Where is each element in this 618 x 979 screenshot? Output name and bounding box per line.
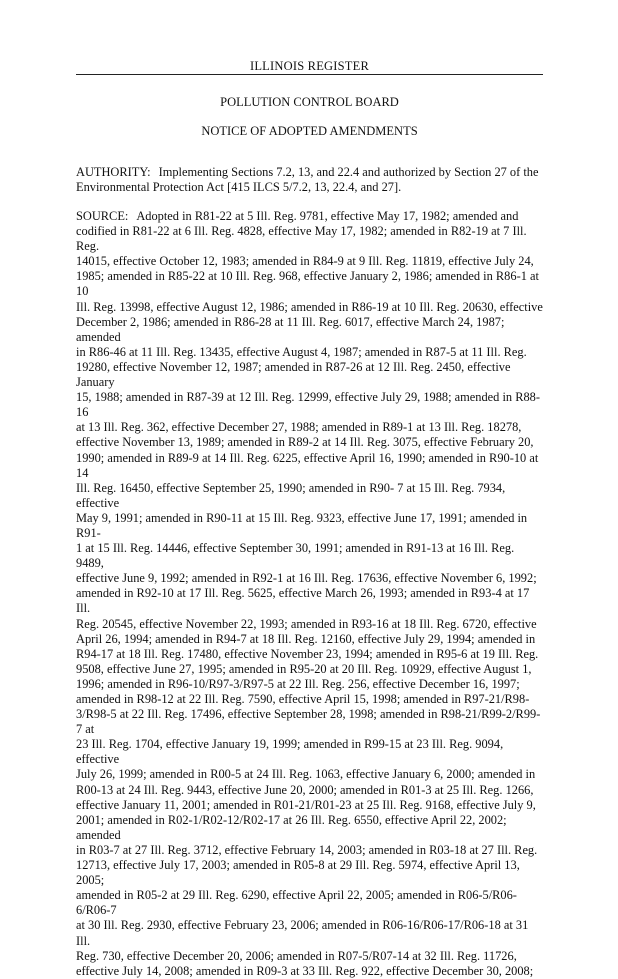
source-line: Reg. 20545, effective November 22, 1993; amended in R93-16 at 18 Ill. Reg. 6720, effective	[76, 616, 537, 631]
source-line: July 26, 1999; amended in R00-5 at 24 Ill. Reg. 1063, effective January 6, 2000; amended in	[76, 767, 536, 782]
source-line: 1990; amended in R89-9 at 14 Ill. Reg. 6225, effective April 16, 1990; amended in R90-10 at 14	[76, 450, 539, 480]
source-label: SOURCE:	[76, 209, 129, 223]
source-line: 1985; amended in R85-22 at 10 Ill. Reg. 968, effective January 2, 1986; amended in R86-1 at 10	[76, 269, 539, 299]
source-line: April 26, 1994; amended in R94-7 at 18 Ill. Reg. 12160, effective July 29, 1994; amended in	[76, 631, 536, 646]
source-line: effective July 14, 2008; amended in R09-3 at 33 Ill. Reg. 922, effective December 30, 2008;	[76, 963, 534, 978]
source-line: 12713, effective July 17, 2003; amended in R05-8 at 29 Ill. Reg. 5974, effective April 13, 2005;	[76, 858, 520, 888]
source-line: R00-13 at 24 Ill. Reg. 9443, effective June 20, 2000; amended in R01-3 at 25 Ill. Reg. 1266,	[76, 782, 534, 797]
source-line: 15, 1988; amended in R87-39 at 12 Ill. Reg. 12999, effective July 29, 1988; amended in R88-16	[76, 390, 540, 420]
source-paragraph	[76, 209, 543, 979]
authority-paragraph	[76, 165, 543, 195]
source-line: amended in R05-2 at 29 Ill. Reg. 6290, effective April 22, 2005; amended in R06-5/R06-6/R06-7	[76, 888, 517, 918]
notice-title: NOTICE OF ADOPTED AMENDMENTS	[201, 124, 418, 138]
source-line: December 2, 1986; amended in R86-28 at 11 Ill. Reg. 6017, effective March 24, 1987; amended	[76, 314, 505, 344]
source-line: at 13 Ill. Reg. 362, effective December 27, 1988; amended in R89-1 at 13 Ill. Reg. 18278,	[76, 420, 522, 435]
source-line: 2001; amended in R02-1/R02-12/R02-17 at 26 Ill. Reg. 6550, effective April 22, 2002; amended	[76, 812, 507, 842]
source-line: May 9, 1991; amended in R90-11 at 15 Ill. Reg. 9323, effective June 17, 1991; amended in R91-	[76, 510, 528, 540]
source-line: effective November 13, 1989; amended in R89-2 at 14 Ill. Reg. 3075, effective February 20,	[76, 435, 534, 450]
source-line: 1996; amended in R96-10/R97-3/R97-5 at 22 Ill. Reg. 256, effective December 16, 1997;	[76, 676, 520, 691]
source-line: 19280, effective November 12, 1987; amended in R87-26 at 12 Ill. Reg. 2450, effective January	[76, 359, 511, 390]
source-line	[76, 209, 543, 224]
source-line: 9508, effective June 27, 1995; amended in R95-20 at 20 Ill. Reg. 10929, effective August 1,	[76, 661, 532, 676]
source-text: Adopted in R81-22 at 5 Ill. Reg. 9781, effective May 17, 1982; amended and	[136, 209, 519, 223]
authority-line	[76, 165, 543, 180]
source-line: amended in R98-12 at 22 Ill. Reg. 7590, effective April 15, 1998; amended in R97-21/R98-	[76, 692, 530, 706]
source-line: codified in R81-22 at 6 Ill. Reg. 4828, effective May 17, 1982; amended in R82-19 at 7 Ill. Reg.	[76, 224, 527, 254]
source-line: at 30 Ill. Reg. 2930, effective February 23, 2006; amended in R06-16/R06-17/R06-18 at 31 Ill.	[76, 918, 529, 948]
source-line: in R86-46 at 11 Ill. Reg. 13435, effective August 4, 1987; amended in R87-5 at 11 Ill. Reg.	[76, 344, 527, 359]
register-header-title: ILLINOIS REGISTER	[249, 59, 369, 73]
source-line: 1 at 15 Ill. Reg. 14446, effective September 30, 1991; amended in R91-13 at 16 Ill. Reg. 9489,	[76, 541, 515, 571]
authority-label: AUTHORITY:	[76, 165, 151, 179]
source-line: Ill. Reg. 16450, effective September 25, 1990; amended in R90- 7 at 15 Ill. Reg. 7934, effective	[76, 480, 506, 510]
source-line: amended in R92-10 at 17 Ill. Reg. 5625, effective March 26, 1993; amended in R93-4 at 17 Ill.	[76, 586, 530, 616]
source-line: 23 Ill. Reg. 1704, effective January 19, 1999; amended in R99-15 at 23 Ill. Reg. 9094, effective	[76, 737, 504, 767]
source-line: in R03-7 at 27 Ill. Reg. 3712, effective February 14, 2003; amended in R03-18 at 27 Ill. Reg.	[76, 842, 538, 857]
authority-line: Environmental Protection Act [415 ILCS 5/7.2, 13, 22.4, and 27].	[76, 180, 402, 195]
authority-text: Implementing Sections 7.2, 13, and 22.4 and authorized by Section 27 of the	[158, 165, 539, 179]
header-divider	[76, 74, 543, 75]
source-line: effective June 9, 1992; amended in R92-1 at 16 Ill. Reg. 17636, effective November 6, 1992;	[76, 571, 537, 586]
agency-name: POLLUTION CONTROL BOARD	[220, 95, 399, 109]
source-line: R94-17 at 18 Ill. Reg. 17480, effective November 23, 1994; amended in R95-6 at 19 Ill. Reg.	[76, 646, 539, 661]
source-line: Ill. Reg. 13998, effective August 12, 1986; amended in R86-19 at 10 Ill. Reg. 20630, effective	[76, 299, 543, 314]
source-line: effective January 11, 2001; amended in R01-21/R01-23 at 25 Ill. Reg. 9168, effective July 9,	[76, 797, 536, 812]
source-line: 3/R98-5 at 22 Ill. Reg. 17496, effective September 28, 1998; amended in R98-21/R99-2/R99-7 at	[76, 707, 541, 737]
source-line: Reg. 730, effective December 20, 2006; amended in R07-5/R07-14 at 32 Ill. Reg. 11726,	[76, 948, 517, 963]
source-line: 14015, effective October 12, 1983; amended in R84-9 at 9 Ill. Reg. 11819, effective July 24,	[76, 254, 534, 269]
